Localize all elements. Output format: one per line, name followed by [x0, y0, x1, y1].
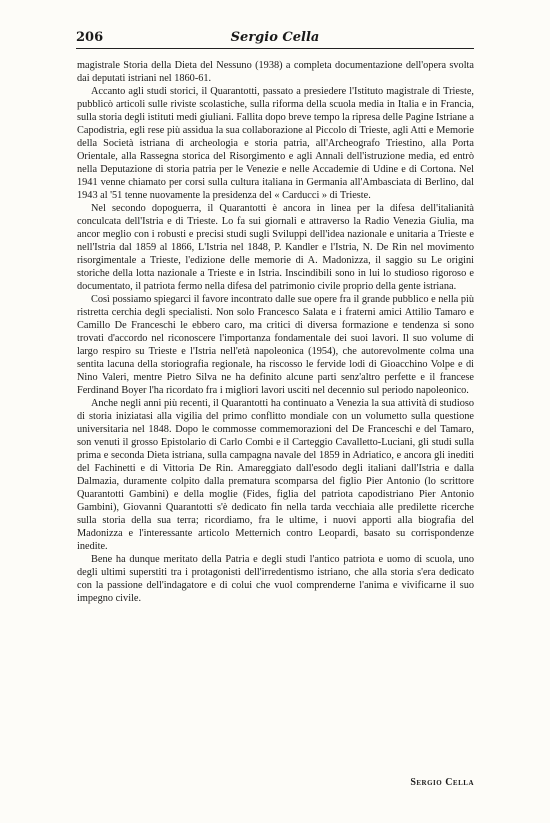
paragraph: Anche negli anni più recenti, il Quarantotti ha continuato a Venezia la sua attività di studioso di storia iniziatasi alla vigilia del primo conflitto mondiale con un volumetto sulla questione universitaria nel 1848. Dopo le commosse commemorazioni del De Franceschi e del Tamaro, son venuti il grosso Epistolario di Carlo Combi e il Carteggio Cavalletto-Luciani, gli studi sulla prima e seconda Dieta istriana, sulla campagna navale del 1859 in Adriatico, e ancora gli inediti del Fachinetti e di Vittoria De Rin. Amareggiato dall'esodo degli italiani dall'Istria e dalla Dalmazia, duramente colpito dalla prematura scomparsa del figlio Pier Antonio (lo scrittore Quarantotti Gambini) e della moglie (Fides, figlia del patriota capodistriano Pier Antonio Gambini), Giovanni Quarantotti s'è dedicato fin nella tarda vecchiaia alle predilette ricerche sulla storia della sua terra; ricordiamo, fra le ultime, i nuovi apporti alla biografia del Madonizza e l'interessante articolo Metternich contro Leopardi, basato su corrispondenze inedite.: [77, 398, 474, 552]
article-body: [77, 59, 474, 605]
paragraph: Bene ha dunque meritato della Patria e degli studi l'antico patriota e uomo di scuola, uno degli ultimi superstiti tra i protagonisti dell'irredentismo istriano, che alla storia s'era dedicato con la passione dell'indagatore e di colui che vuol comprenderne l'anima e vivificarne il suo impegno civile.: [77, 554, 474, 604]
page-number: 206: [76, 30, 104, 45]
paragraph: Accanto agli studi storici, il Quarantotti, passato a presiedere l'Istituto magistrale di Trieste, pubblicò articoli sulle riviste scolastiche, sulla riforma della scuola media in Italia e in Francia, sulla storia degli istituti medi giuliani. Fallita dopo breve tempo la ripresa delle Pagine Istriane a Capodistria, egli rese più assidua la sua collaborazione al Piccolo di Trieste, agli Atti e Memorie della Società istriana di archeologia e storia patria, all'Archeografo Triestino, alla Porta Orientale, alla Rassegna storica del Risorgimento e agli Annali dell'istruzione media, ed entrò nella Deputazione di storia patria per le Venezie e nelle Accademie di Udine e di Cortona. Nel 1941 venne chiamato per corsi sulla cultura italiana in Germania all'Ambasciata di Berlino, dal 1943 al '51 tenne nuovamente la presidenza del « Carducci » di Trieste.: [77, 86, 474, 201]
paragraph: Così possiamo spiegarci il favore incontrato dalle sue opere fra il grande pubblico e nella più ristretta cerchia degli specialisti. Non solo Francesco Salata e i fraterni amici Attilio Tamaro e Camillo De Franceschi le ebbero caro, ma critici di diversa formazione e tendenza si sono trovati d'accordo nel riconoscere l'importanza fondamentale dei suoi lavori. Il suo volume di largo respiro su Trieste e l'Istria nell'età napoleonica (1954), che autorevolmente colma una sentita lacuna della storiografia regionale, ha riscosso le fervide lodi di Gioacchino Volpe e di Nino Valeri, mentre Pietro Silva ne ha definito alcune parti senz'altro perfette e il francese Ferdinand Boyer l'ha ricordato fra i migliori lavori usciti nel decennio sul periodo napoleonico.: [77, 294, 474, 396]
running-head: Sergio Cella: [230, 30, 320, 45]
page-header: [76, 30, 474, 48]
paragraph: magistrale Storia della Dieta del Nessuno (1938) a completa documentazione dell'opera svolta dai deputati istriani nel 1860-61.: [77, 60, 474, 84]
author-signature: Sergio Cella: [410, 777, 474, 788]
header-rule: [76, 48, 474, 49]
paragraph: Nel secondo dopoguerra, il Quarantotti è ancora in linea per la difesa dell'italianità conculcata dell'Istria e di Trieste. Lo fa sui giornali e attraverso la Radio Venezia Giulia, ma ancor meglio con i robusti e precisi studi sugli Sviluppi dell'idea nazionale e unitaria a Trieste e nell'Istria dal 1859 al 1866, L'Istria nel 1848, P. Kandler e l'Istria, N. De Rin nel movimento risorgimentale a Trieste, l'edizione delle memorie di A. Madonizza, il saggio su Le origini storiche della lotta nazionale a Trieste e in Istria. Inscindibili sono in lui lo studioso rigoroso e documentato, il patriota fermo nella difesa del patrimonio civile proprio della gente istriana.: [77, 203, 474, 292]
